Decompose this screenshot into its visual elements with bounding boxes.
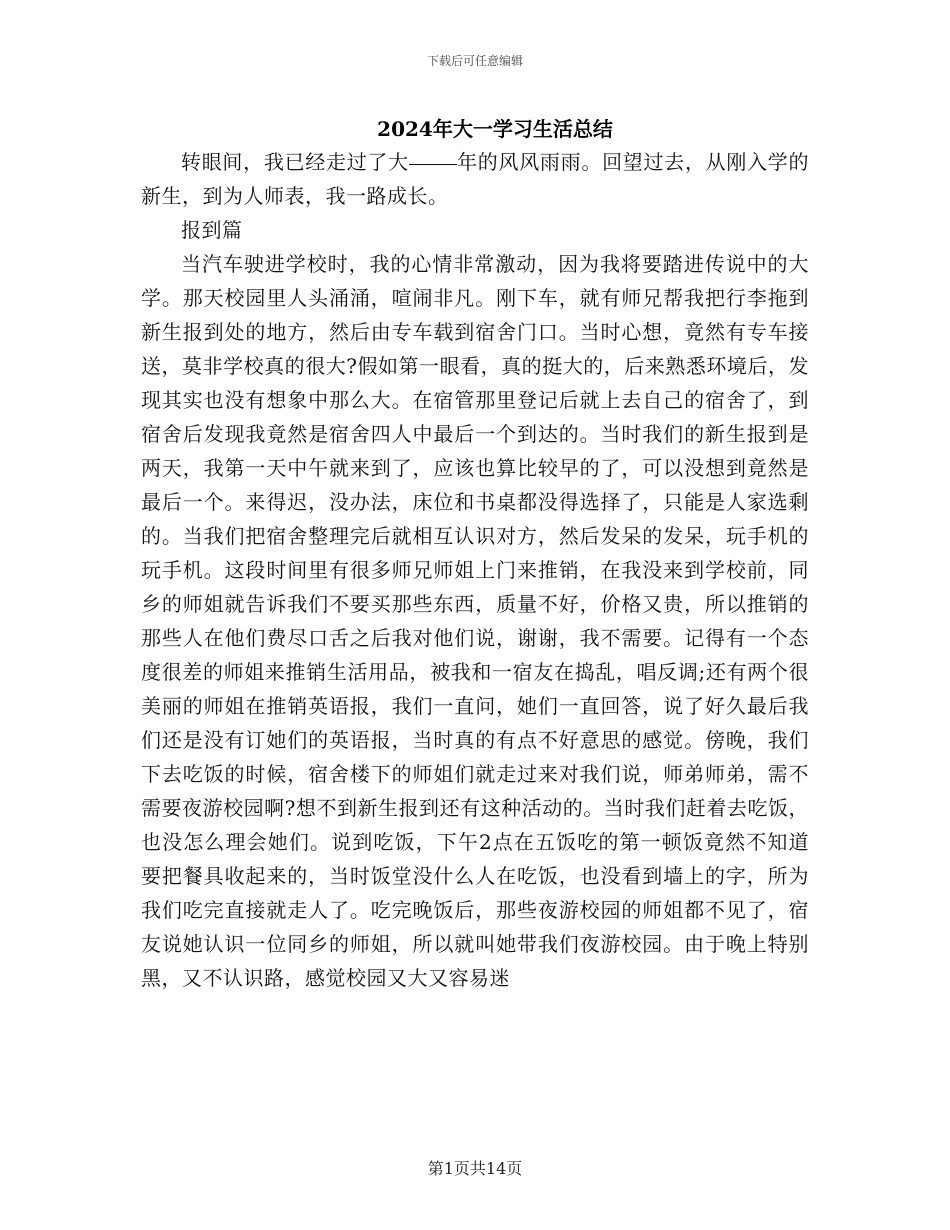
section-heading: 报到篇 [181, 218, 243, 242]
intro-paragraph [141, 145, 809, 213]
fill-in-blank [409, 163, 457, 165]
document-title: 2024年大一学习生活总结 [377, 117, 613, 141]
page-number-footer: 第1页共14页 [427, 1159, 523, 1178]
body-paragraph: 当汽车驶进学校时，我的心情非常激动，因为我将要踏进传说中的大学。那天校园里人头涌涌，喧闹非凡。刚下车，就有师兄帮我把行李拖到新生报到处的地方，然后由专车载到宿舍门口。当时心想，竟然有专车接送，莫非学校真的很大?假如第一眼看，真的挺大的，后来熟悉环境后，发现其实也没有想象中那么大。在宿管那里登记后就上去自己的宿舍了，到宿舍后发现我竟然是宿舍四人中最后一个到达的。当时我们的新生报到是两天，我第一天中午就来到了，应该也算比较早的了，可以没想到竟然是最后一个。来得迟，没办法，床位和书桌都没得选择了，只能是人家选剩的。当我们把宿舍整理完后就相互认识对方，然后发呆的发呆，玩手机的玩手机。这段时间里有很多师兄师姐上门来推销，在我没来到学校前，同乡的师姐就告诉我们不要买那些东西，质量不好，价格又贵，所以推销的那些人在他们费尽口舌之后我对他们说，谢谢，我不需要。记得有一个态度很差的师姐来推销生活用品，被我和一宿友在捣乱，唱反调;还有两个很美丽的师姐在推销英语报，我们一直问，她们一直回答，说了好久最后我们还是没有订她们的英语报，当时真的有点不好意思的感觉。傍晚，我们下去吃饭的时候，宿舍楼下的师姐们就走过来对我们说，师弟师弟，需不需要夜游校园啊?想不到新生报到还有这种活动的。当时我们赶着去吃饭，也没怎么理会她们。说到吃饭，下午2点在五饭吃的第一顿饭竟然不知道要把餐具收起来的，当时饭堂没什么人在吃饭，也没看到墙上的字，所为我们吃完直接就走人了。吃完晚饭后，那些夜游校园的师姐都不见了，宿友说她认识一位同乡的师姐，所以就叫她带我们夜游校园。由于晚上特别黑，又不认识路，感觉校园又大又容易迷 [141, 252, 809, 990]
document-body [141, 145, 809, 995]
intro-text-after-blank: 年的风风雨雨。回望过去，从刚入学的新生，到为人师表，我一路成长。 [141, 150, 810, 208]
intro-text-before-blank: 转眼间，我已经走过了大 [181, 150, 409, 174]
header-note: 下载后可任意编辑 [426, 54, 523, 68]
